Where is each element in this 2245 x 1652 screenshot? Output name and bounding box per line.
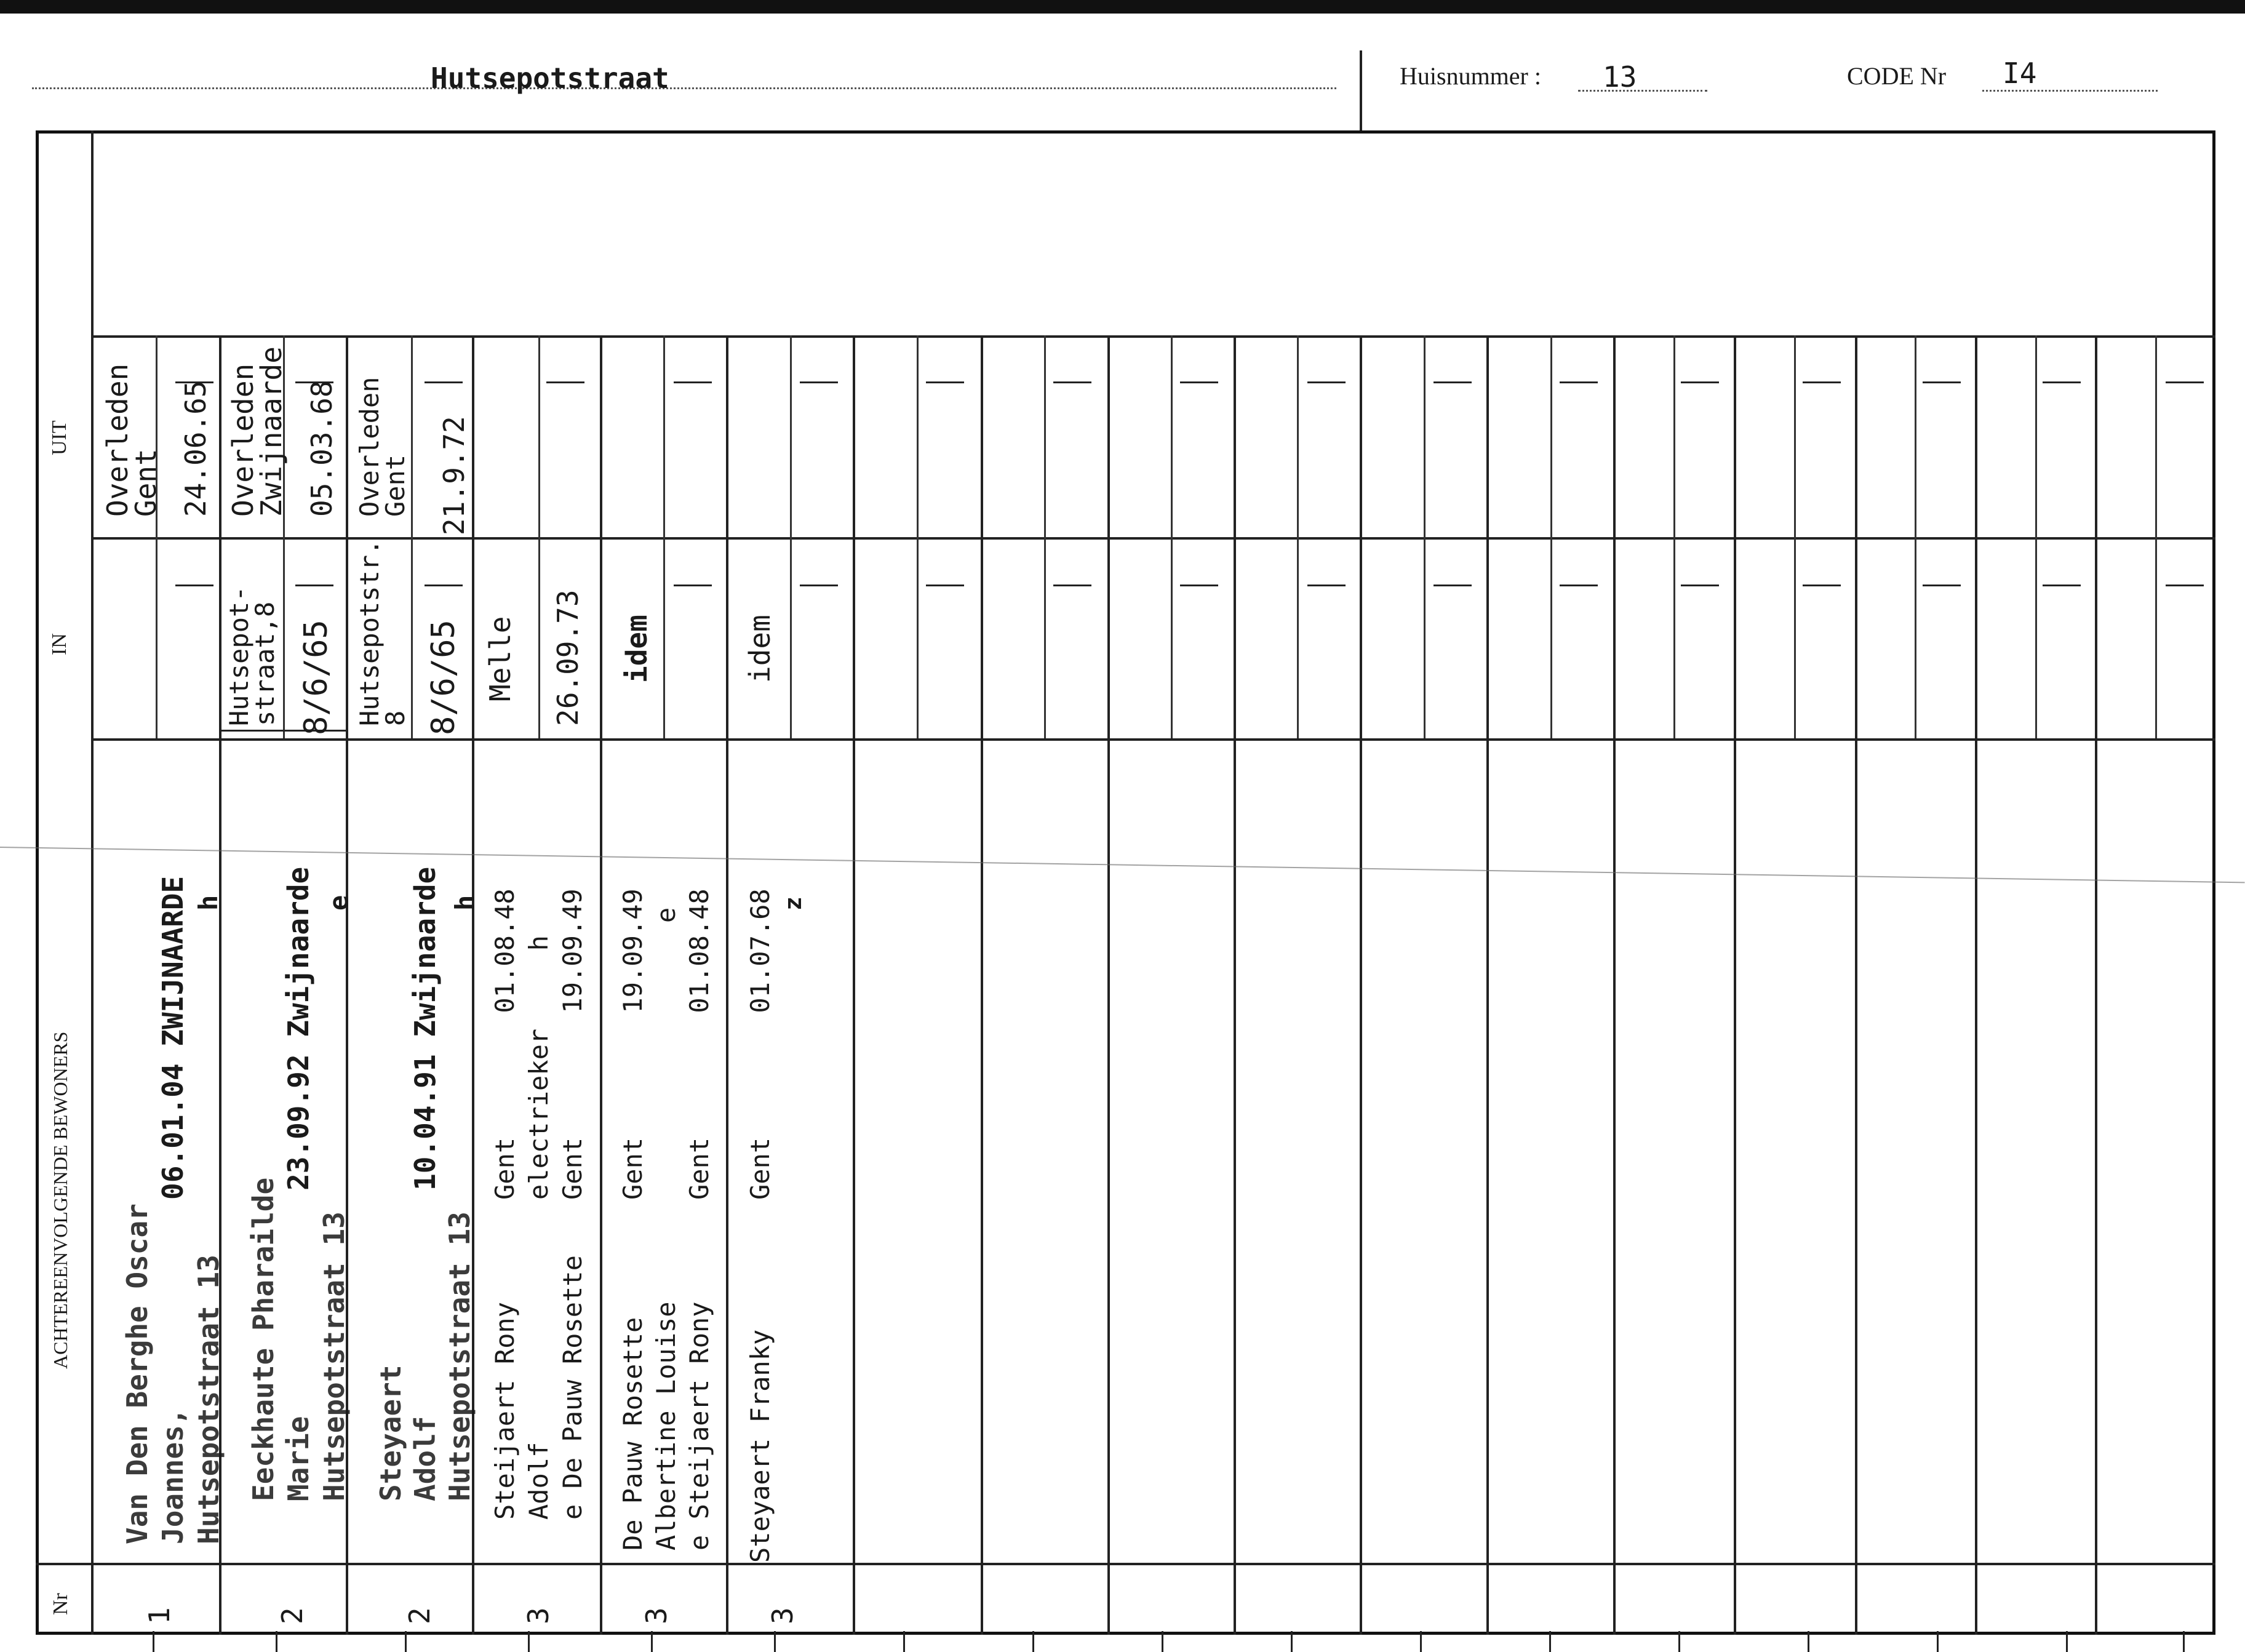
row4-name-line2: Adolf: [524, 1442, 554, 1520]
sub-col-line: [411, 335, 413, 738]
row6-birth-b: z: [780, 896, 807, 911]
sub-col-line: [790, 335, 792, 738]
header-divider: [1360, 50, 1362, 130]
empty-dash: [295, 585, 333, 586]
row1-sex: h: [193, 895, 223, 911]
register-frame: [36, 130, 2215, 1635]
sub-col-line: [1424, 335, 1426, 738]
empty-dash: [2166, 585, 2204, 586]
row3-in-date: 8/6/65: [425, 620, 462, 735]
street-name: Hutsepotstraat: [431, 62, 669, 95]
col-line: [1975, 335, 1977, 1635]
nr-label: Nr: [49, 1593, 72, 1615]
sub-col-line: [1171, 335, 1173, 738]
empty-dash: [1560, 585, 1598, 586]
row5-nr: 3: [640, 1607, 673, 1624]
house-number-dotted-line: [1578, 90, 1707, 92]
sub-col-line: [1044, 335, 1046, 738]
empty-dash: [1803, 381, 1841, 383]
row3-uit-date: 21.9.72: [437, 416, 471, 535]
row5-name-line1: De Pauw Rosette: [618, 1317, 648, 1550]
row1-name-line3: Hutsepotstraat 13: [192, 1255, 225, 1544]
row6-birth-a: Gent 01.07.68: [745, 888, 775, 1200]
col-line: [1107, 335, 1110, 1635]
label-column-divider: [91, 130, 94, 1635]
row6-in-place: idem: [743, 615, 776, 683]
empty-dash: [1803, 585, 1841, 586]
col-line: [1855, 335, 1857, 1635]
empty-dash: [425, 381, 463, 383]
empty-dash: [425, 585, 463, 586]
empty-dash: [1307, 585, 1346, 586]
empty-dash: [2043, 585, 2081, 586]
empty-dash: [1180, 585, 1218, 586]
bottom-tick: [1937, 1631, 1939, 1652]
sub-col-line: [917, 335, 919, 738]
empty-dash: [926, 381, 964, 383]
col-line: [853, 335, 855, 1635]
col-line: [1234, 335, 1236, 1635]
empty-dash: [175, 585, 213, 586]
row1-birth: 06.01.04 ZWIJNAARDE: [156, 876, 189, 1200]
col-line: [600, 335, 602, 1635]
sub-col-line: [1915, 335, 1916, 738]
bottom-tick: [276, 1631, 277, 1652]
empty-dash: [800, 381, 838, 383]
row6-name-line1: Steyaert Franky: [745, 1329, 775, 1563]
band-line-in-names: [92, 738, 2215, 741]
row1-uit-date: 24.06.65: [179, 380, 212, 517]
row5-birth-a: Gent 19.09.49: [618, 888, 648, 1200]
row3-nr: 2: [403, 1607, 436, 1624]
uit-label: UIT: [48, 420, 71, 455]
row4-birth-c: Gent 19.09.49: [557, 888, 588, 1200]
house-number-label: Huisnummer :: [1400, 62, 1541, 90]
empty-dash: [1923, 381, 1961, 383]
row2-name-line2: Marie: [282, 1416, 315, 1501]
row2-uit-place: Overleden Zwijnaarde: [226, 346, 288, 517]
row3-uit-place: Overleden Gent: [354, 377, 410, 517]
bottom-tick: [1162, 1631, 1163, 1652]
sub-col-line: [2155, 335, 2157, 738]
row2-birth: 23.09.92 Zwijnaarde: [282, 866, 315, 1191]
col-line: [1613, 335, 1616, 1635]
bottom-tick: [651, 1631, 653, 1652]
sub-col-line: [1673, 335, 1675, 738]
bottom-tick: [903, 1631, 905, 1652]
code-label: CODE Nr: [1847, 62, 1947, 90]
row2-name-line3: Hutsepotstraat 13: [317, 1211, 351, 1501]
street-dotted-line: [32, 87, 1336, 89]
row4-name-line1: Steijaert Rony: [490, 1301, 520, 1520]
code-value: I4: [2003, 57, 2037, 90]
bottom-tick: [2183, 1631, 2185, 1652]
empty-dash: [1180, 381, 1218, 383]
bottom-tick: [1549, 1631, 1551, 1652]
empty-dash: [1307, 381, 1346, 383]
row1-name-line1: Van Den Berghe Oscar: [121, 1203, 154, 1544]
empty-dash: [800, 585, 838, 586]
row1-nr: 1: [143, 1607, 176, 1624]
sub-col-line: [663, 335, 665, 738]
row4-name-line3: e De Pauw Rosette: [557, 1255, 588, 1520]
band-line-names-nr: [36, 1563, 2215, 1565]
col-line: [1486, 335, 1489, 1635]
bottom-tick: [405, 1631, 407, 1652]
row4-in-date: 26.09.73: [551, 589, 584, 726]
bottom-tick: [2066, 1631, 2068, 1652]
bottom-tick: [1291, 1631, 1293, 1652]
col-line: [981, 335, 983, 1635]
row4-nr: 3: [522, 1607, 555, 1624]
row4-in-place: Melle: [484, 616, 517, 701]
sub-col-line: [538, 335, 540, 738]
row5-birth-b: e: [651, 907, 681, 923]
row5-in-place: idem: [620, 615, 653, 683]
empty-dash: [2043, 381, 2081, 383]
row1-name-line2: Joannes,: [156, 1408, 189, 1544]
in-label: IN: [48, 633, 71, 655]
col-line: [1734, 335, 1736, 1635]
row2-sex: e: [324, 895, 354, 911]
row2-name-line1: Eeckhaute Pharailde: [247, 1177, 280, 1501]
empty-dash: [1681, 585, 1719, 586]
row2-in-place: Hutsepot- straat,8: [224, 586, 280, 726]
empty-dash: [2166, 381, 2204, 383]
residents-label: ACHTEREENVOLGENDE BEWONERS: [49, 1031, 71, 1369]
bottom-tick: [153, 1631, 154, 1652]
sub-col-line: [2035, 335, 2037, 738]
sub-col-line: [1794, 335, 1796, 738]
bottom-tick: [1032, 1631, 1034, 1652]
col-line: [1360, 335, 1362, 1635]
code-dotted-line: [1982, 90, 2158, 92]
sub-col-line: [1297, 335, 1299, 738]
bottom-tick: [774, 1631, 776, 1652]
empty-dash: [1681, 381, 1719, 383]
row3-name-line2: Adolf: [409, 1416, 442, 1501]
col-line: [726, 335, 728, 1635]
row3-name-line3: Hutsepotstraat 13: [443, 1211, 476, 1501]
empty-dash: [1434, 585, 1472, 586]
bottom-strip: [36, 1635, 2215, 1652]
empty-dash: [1053, 585, 1091, 586]
row3-birth: 10.04.91 Zwijnaarde: [409, 866, 442, 1191]
empty-dash: [674, 381, 712, 383]
empty-dash: [1053, 381, 1091, 383]
row5-name-line2: Albertine Louise: [651, 1301, 681, 1550]
row3-name-line1: Steyaert: [374, 1365, 407, 1501]
row2-in-date: 8/6/65: [298, 620, 335, 735]
row4-birth-b: electrieker h: [524, 935, 554, 1200]
bottom-tick: [1420, 1631, 1422, 1652]
row3-in-place: Hutsepotstr. 8: [354, 539, 410, 726]
row2-nr: 2: [276, 1607, 309, 1624]
row2-uit-date: 05.03.68: [305, 380, 338, 517]
bottom-tick: [1808, 1631, 1809, 1652]
empty-dash: [1560, 381, 1598, 383]
col-line: [2095, 335, 2097, 1635]
row6-nr: 3: [766, 1607, 799, 1624]
empty-dash: [674, 585, 712, 586]
empty-dash: [546, 381, 584, 383]
empty-dash: [1923, 585, 1961, 586]
empty-dash: [926, 585, 964, 586]
bottom-tick: [528, 1631, 530, 1652]
house-number-value: 13: [1603, 60, 1637, 94]
row3-sex: h: [450, 895, 480, 911]
bottom-tick: [1678, 1631, 1680, 1652]
row1-uit-place: Overleden Gent: [101, 363, 162, 517]
row5-name-line3: e Steijaert Rony: [684, 1301, 714, 1550]
scan-edge: [0, 0, 2245, 14]
row4-birth-a: Gent 01.08.48: [490, 888, 520, 1200]
row5-birth-c: Gent 01.08.48: [684, 888, 714, 1200]
sub-col-line: [1550, 335, 1552, 738]
empty-dash: [1434, 381, 1472, 383]
